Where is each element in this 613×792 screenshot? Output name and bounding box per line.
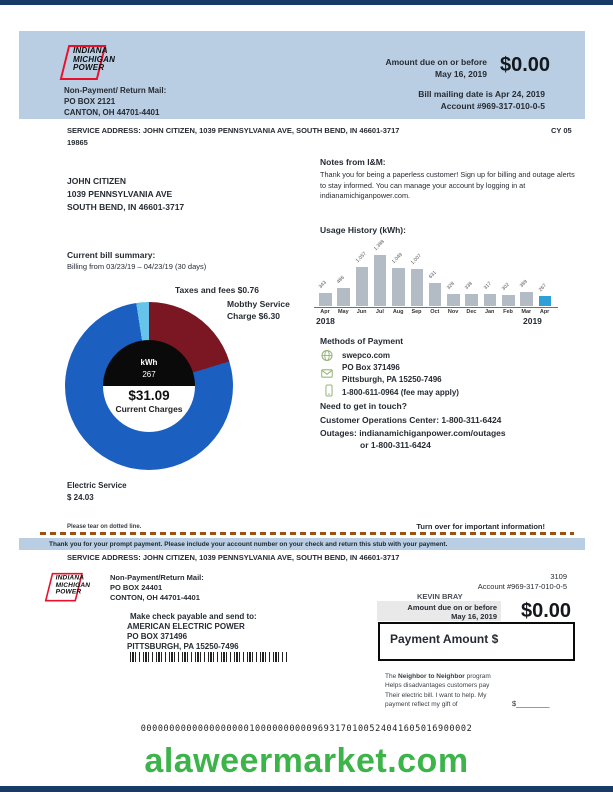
return-mail-line1: PO BOX 2121	[64, 97, 116, 106]
usage-bar	[539, 296, 552, 306]
bill-mailing-date: Bill mailing date is Apr 24, 2019	[418, 89, 545, 99]
usage-bar-value: 486	[336, 274, 347, 286]
usage-bar	[356, 267, 369, 306]
turn-over-note: Turn over for important information!	[416, 522, 545, 531]
usage-bar-value: 302	[500, 281, 511, 292]
bill-summary-subtitle: Billing from 03/23/19 – 04/23/19 (30 days)	[67, 262, 207, 271]
monthly-callout-line2: Charge $6.30	[227, 311, 280, 321]
electric-callout-line2: $ 24.03	[67, 493, 94, 502]
phone-icon	[323, 384, 335, 397]
prompt-payment-text: Thank you for your prompt payment. Please include your account number on your check and return this stub with your payment.	[49, 541, 448, 548]
usage-bar-month: Nov	[447, 309, 459, 315]
electric-callout-line1: Electric Service	[67, 481, 127, 490]
check-payable-line1: AMERICAN ELECTRIC POWER	[127, 622, 245, 631]
stub-amount-due-value: $0.00	[521, 600, 572, 622]
stub-return-mail-line1: PO BOX 24401	[110, 583, 163, 592]
donut-kwh-label: kWh	[140, 358, 158, 367]
return-mail-label: Non-Payment/ Return Mail:	[64, 86, 167, 95]
donut-kwh-value: 267	[142, 370, 156, 379]
methods-title: Methods of Payment	[320, 336, 404, 346]
usage-bar-month: Dec	[466, 309, 477, 315]
usage-bar-value: 389	[519, 278, 530, 289]
usage-bar	[429, 283, 442, 306]
logo-line: POWER	[73, 63, 105, 73]
usage-bar-value: 1,049	[390, 251, 405, 265]
logo-line: MICHIGAN	[73, 54, 116, 64]
bill-donut-chart	[65, 302, 233, 470]
usage-bar	[319, 293, 332, 306]
route-code: 19865	[67, 138, 88, 147]
usage-bar-month: Jun	[356, 309, 367, 315]
usage-bar-month: Mar	[521, 309, 532, 315]
return-mail-line2: CANTON, OH 44701-4401	[64, 108, 160, 117]
usage-bar	[447, 294, 460, 306]
ocr-scanline: 0000000000000000000100000000009693170100524041605016900002	[140, 724, 473, 734]
amount-due-value: $0.00	[500, 54, 551, 76]
cycle-code: CY 05	[551, 126, 572, 135]
top-border	[0, 0, 613, 5]
get-in-touch-label: Need to get in touch?	[320, 401, 407, 411]
usage-bar-value: 1,057	[354, 251, 368, 265]
stub-return-mail-line2: CONTON, OH 44701-4401	[110, 593, 200, 602]
stub-amount-due-date: May 16, 2019	[451, 612, 497, 621]
logo-line: MICHIGAN	[55, 580, 91, 589]
address-barcode	[130, 652, 288, 662]
year-start-label: 2018	[316, 316, 335, 326]
payment-website: swepco.com	[342, 351, 391, 360]
neighbor-line4: payment reflect my gift of	[385, 701, 458, 709]
payment-amount-label: Payment Amount $	[390, 632, 499, 646]
customer-street: 1039 PENNSYLVANIA AVE	[67, 189, 173, 199]
usage-bar-value: 317	[482, 281, 493, 292]
stub-doc-number: 3109	[550, 572, 567, 581]
usage-bar-value: 343	[317, 280, 328, 291]
usage-bar-month: Aug	[392, 309, 404, 315]
usage-bar-value: 1,007	[409, 252, 423, 266]
gift-amount-blank: $________	[512, 699, 550, 708]
usage-bar-value: 267	[537, 283, 548, 294]
logo-line: INDIANA	[73, 46, 108, 55]
notes-body: Thank you for being a paperless customer! Sign up for billing and outage alerts to stay informed. You can manage your account by logging in at indianamichiganpower.com.	[320, 170, 575, 201]
usage-bar-month: Jan	[484, 309, 495, 315]
check-payable-line2: PO BOX 371496	[127, 632, 188, 641]
usage-bar	[337, 288, 350, 306]
envelope-icon	[321, 367, 333, 380]
outages-line2: or 1-800-311-6424	[360, 440, 431, 450]
account-number: Account #969-317-010-0-5	[440, 101, 545, 111]
taxes-callout: Taxes and fees $0.76	[175, 285, 259, 295]
stub-account-number: Account #969-317-010-0-5	[477, 582, 567, 591]
usage-bar	[392, 268, 405, 307]
payment-mail-line1: PO Box 371496	[342, 363, 400, 372]
neighbor-line1: The Neighbor to Neighbor program	[385, 673, 491, 680]
check-payable-label: Make check payable and send to:	[130, 612, 257, 621]
amount-due-date: May 16, 2019	[435, 69, 487, 79]
usage-bar-value: 1,388	[372, 238, 386, 252]
neighbor-program-text	[385, 672, 491, 710]
usage-bar	[411, 269, 424, 306]
notes-title: Notes from I&M:	[320, 157, 386, 167]
globe-icon	[321, 349, 333, 362]
donut-amount: $31.09	[128, 388, 170, 403]
customer-name-line: JOHN CITIZEN	[67, 176, 127, 186]
usage-bar-chart	[316, 238, 556, 326]
logo-line: INDIANA	[55, 573, 85, 582]
neighbor-line2: Helps disadvantages customers pay	[385, 682, 490, 690]
amount-due-label: Amount due on or before	[385, 57, 487, 67]
monthly-callout-line1: Mobthy Service	[227, 299, 290, 309]
donut-center	[103, 340, 195, 432]
stub-service-address: SERVICE ADDRESS: JOHN CITIZEN, 1039 PENNSYLVANIA AVE, SOUTH BEND, IN 46601-3717	[67, 553, 400, 562]
bill-summary-title: Current bill summary:	[67, 250, 156, 260]
neighbor-line3: Their electric bill. I want to help. My	[385, 691, 487, 699]
usage-bar-month: Apr	[539, 309, 550, 315]
usage-bar-month: Jul	[375, 309, 384, 315]
usage-bar-month: Apr	[320, 309, 330, 315]
bar-chart-baseline	[314, 307, 558, 309]
watermark-text: alaweermarket.com	[144, 742, 469, 780]
usage-bar-month: Feb	[503, 309, 513, 315]
logo-text	[73, 47, 115, 73]
check-payable-line3: PITTSBURGH, PA 15250-7496	[127, 642, 239, 651]
stub-return-mail-label: Non-Payment/Return Mail:	[110, 573, 204, 582]
outages-line1: Outages: indianamichiganpower.com/outages	[320, 428, 506, 438]
usage-bar-month: Sep	[411, 309, 422, 315]
payment-phone: 1-800-611-0964 (fee may apply)	[342, 388, 459, 397]
usage-bar-value: 328	[445, 280, 456, 291]
tear-instruction: Please tear on dotted line.	[67, 524, 142, 530]
company-logo	[60, 44, 160, 80]
usage-bar-value: 338	[464, 280, 475, 291]
operations-center: Customer Operations Center: 1-800-311-6424	[320, 415, 502, 425]
logo-line: POWER	[55, 587, 82, 596]
usage-bar	[374, 255, 387, 306]
prompt-payment-banner	[19, 538, 585, 550]
usage-bar	[502, 295, 515, 306]
tear-dashed-line	[40, 532, 574, 535]
payment-mail-line2: Pittsburgh, PA 15250-7496	[342, 375, 442, 384]
usage-bar-month: May	[337, 309, 349, 315]
donut-caption: Current Charges	[115, 404, 183, 414]
usage-bar-month: Oct	[430, 309, 440, 315]
usage-bar	[520, 292, 533, 306]
bottom-border	[0, 786, 613, 792]
customer-city: SOUTH BEND, IN 46601-3717	[67, 202, 185, 212]
usage-bar-value: 631	[427, 269, 438, 280]
service-address-line: SERVICE ADDRESS: JOHN CITIZEN, 1039 PENNSYLVANIA AVE, SOUTH BEND, IN 46601-3717	[67, 126, 400, 135]
stub-logo-text	[56, 574, 90, 595]
usage-history-title: Usage History (kWh):	[320, 225, 406, 235]
stub-amount-due-label: Amount due on or before	[407, 603, 497, 612]
payment-amount-box[interactable]	[378, 622, 575, 661]
usage-bar	[465, 294, 478, 306]
stub-customer-name: KEVIN BRAY	[417, 592, 463, 601]
year-end-label: 2019	[523, 316, 542, 326]
usage-bar	[484, 294, 497, 306]
